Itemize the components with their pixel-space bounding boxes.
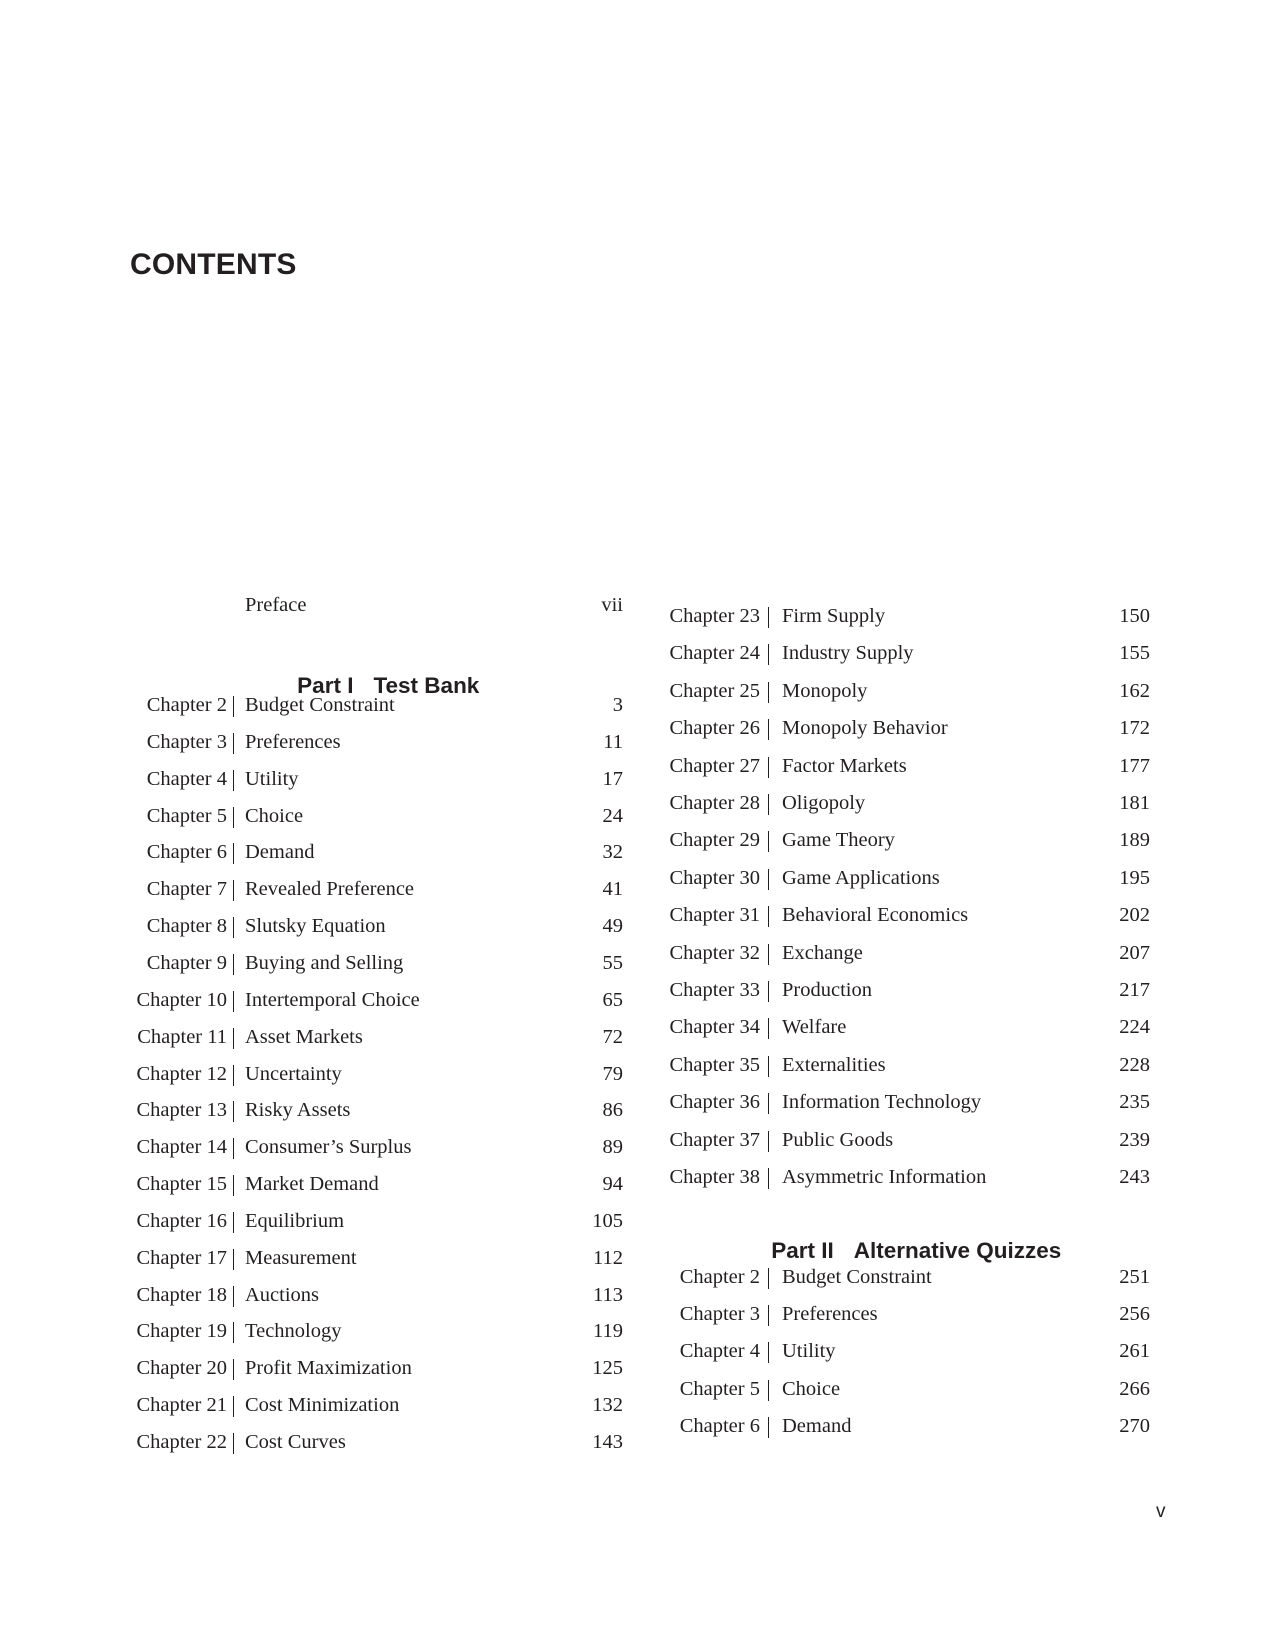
chapter-title: Profit Maximization bbox=[245, 1357, 412, 1380]
chapter-title: Oligopoly bbox=[782, 792, 866, 814]
chapter-number: Chapter 29 bbox=[669, 829, 760, 852]
entry-page-number: 177 bbox=[1119, 754, 1150, 777]
chapter-title: Factor Markets bbox=[782, 754, 907, 777]
chapter-title: Demand bbox=[782, 1414, 852, 1437]
toc-entry[interactable] bbox=[0, 1051, 1275, 1079]
separator-bar bbox=[768, 794, 769, 815]
toc-entry[interactable] bbox=[0, 1126, 1275, 1154]
separator-bar bbox=[768, 906, 769, 927]
chapter-title: Market Demand bbox=[245, 1173, 379, 1196]
chapter-title: Budget Constraint bbox=[245, 694, 395, 716]
entry-page-number: 266 bbox=[1119, 1377, 1150, 1400]
toc-entry[interactable] bbox=[0, 939, 1275, 967]
entry-page-number: 228 bbox=[1119, 1053, 1150, 1076]
separator-bar bbox=[768, 607, 769, 628]
chapter-title: Game Applications bbox=[782, 866, 940, 889]
chapter-title: Industry Supply bbox=[782, 642, 914, 665]
chapter-title: Information Technology bbox=[782, 1091, 982, 1114]
chapter-number: Chapter 10 bbox=[136, 988, 227, 1011]
chapter-number: Chapter 19 bbox=[136, 1320, 227, 1343]
chapter-number: Chapter 35 bbox=[669, 1053, 760, 1076]
entry-page-number: 89 bbox=[602, 1136, 623, 1159]
separator-bar bbox=[768, 1168, 769, 1189]
chapter-title: Choice bbox=[245, 804, 304, 827]
entry-page-number: 119 bbox=[593, 1320, 623, 1343]
separator-bar bbox=[768, 1268, 769, 1289]
entry-page-number: 113 bbox=[593, 1283, 623, 1306]
entry-page-number: 125 bbox=[592, 1357, 623, 1380]
toc-entry[interactable] bbox=[0, 864, 1275, 892]
entry-page-number: 17 bbox=[602, 767, 623, 790]
chapter-number: Chapter 9 bbox=[146, 951, 227, 974]
entry-page-number: 243 bbox=[1119, 1166, 1150, 1188]
separator-bar bbox=[768, 981, 769, 1002]
chapter-number: Chapter 2 bbox=[146, 694, 227, 716]
separator-bar bbox=[768, 831, 769, 852]
chapter-number: Chapter 20 bbox=[136, 1357, 227, 1380]
chapter-title: Public Goods bbox=[782, 1128, 894, 1151]
part-label: Part I bbox=[297, 673, 354, 698]
chapter-title: Revealed Preference bbox=[245, 878, 415, 901]
chapter-number: Chapter 30 bbox=[669, 866, 760, 889]
page-number: v bbox=[1156, 1501, 1166, 1522]
entry-page-number: 207 bbox=[1119, 941, 1150, 964]
chapter-title: Welfare bbox=[782, 1016, 847, 1039]
chapter-title: Cost Curves bbox=[245, 1431, 346, 1453]
entry-page-number: 224 bbox=[1119, 1016, 1150, 1039]
contents-heading: CONTENTS bbox=[130, 248, 297, 281]
chapter-number: Chapter 24 bbox=[669, 642, 760, 665]
entry-page-number: 270 bbox=[1119, 1414, 1150, 1437]
chapter-title: Budget Constraint bbox=[782, 1266, 932, 1288]
chapter-title: Cost Minimization bbox=[245, 1394, 400, 1417]
chapter-title: Utility bbox=[245, 767, 299, 790]
chapter-number: Chapter 3 bbox=[146, 730, 227, 753]
chapter-number: Chapter 13 bbox=[136, 1099, 227, 1122]
chapter-title: Measurement bbox=[245, 1246, 357, 1269]
entry-page-number: 105 bbox=[592, 1209, 623, 1232]
chapter-title: Firm Supply bbox=[782, 605, 886, 627]
toc-entry[interactable] bbox=[0, 1207, 1275, 1235]
toc-entry[interactable] bbox=[0, 1412, 1275, 1440]
entry-page-number: 162 bbox=[1119, 679, 1150, 702]
entry-page-number: 11 bbox=[603, 730, 623, 753]
separator-bar bbox=[768, 1417, 769, 1438]
chapter-number: Chapter 12 bbox=[136, 1062, 227, 1085]
chapter-title: Uncertainty bbox=[245, 1062, 342, 1085]
separator-bar bbox=[768, 1342, 769, 1363]
toc-entry[interactable] bbox=[0, 1013, 1275, 1041]
toc-entry[interactable] bbox=[0, 752, 1275, 780]
entry-page-number: 155 bbox=[1119, 642, 1150, 665]
entry-page-number: 3 bbox=[612, 694, 623, 716]
chapter-number: Chapter 26 bbox=[669, 717, 760, 740]
chapter-number: Chapter 28 bbox=[669, 792, 760, 814]
chapter-number: Chapter 8 bbox=[146, 915, 227, 938]
toc-entry[interactable] bbox=[0, 1263, 1275, 1291]
chapter-title: Externalities bbox=[782, 1053, 886, 1076]
separator-bar bbox=[768, 1380, 769, 1401]
entry-page-number: 94 bbox=[602, 1173, 623, 1196]
chapter-number: Chapter 3 bbox=[679, 1303, 760, 1326]
chapter-number: Chapter 6 bbox=[679, 1414, 760, 1437]
chapter-number: Chapter 22 bbox=[136, 1431, 227, 1453]
chapter-title: Behavioral Economics bbox=[782, 904, 969, 927]
entry-page-number: 79 bbox=[602, 1062, 623, 1085]
chapter-title: Game Theory bbox=[782, 829, 895, 852]
chapter-number: Chapter 6 bbox=[146, 841, 227, 864]
chapter-number: Chapter 16 bbox=[136, 1209, 227, 1232]
chapter-number: Chapter 21 bbox=[136, 1394, 227, 1417]
chapter-number: Chapter 33 bbox=[669, 979, 760, 1001]
separator-bar bbox=[233, 1212, 234, 1233]
separator-bar bbox=[768, 1305, 769, 1326]
chapter-number: Chapter 5 bbox=[679, 1377, 760, 1400]
entry-page-number: 41 bbox=[602, 878, 623, 901]
chapter-title: Slutsky Equation bbox=[245, 915, 386, 938]
toc-entry[interactable] bbox=[0, 1300, 1275, 1328]
chapter-number: Chapter 36 bbox=[669, 1091, 760, 1114]
chapter-number: Chapter 11 bbox=[137, 1025, 227, 1048]
chapter-number: Chapter 25 bbox=[669, 679, 760, 702]
entry-page-number: 256 bbox=[1119, 1303, 1150, 1326]
chapter-title: Technology bbox=[245, 1320, 342, 1343]
chapter-number: Chapter 7 bbox=[146, 878, 227, 901]
separator-bar bbox=[768, 1056, 769, 1077]
chapter-title: Exchange bbox=[782, 941, 863, 964]
entry-page-number: 65 bbox=[602, 988, 623, 1011]
chapter-title: Utility bbox=[782, 1340, 836, 1363]
entry-page-number: 202 bbox=[1119, 904, 1150, 927]
entry-page-number: 235 bbox=[1119, 1091, 1150, 1114]
entry-page-number: vii bbox=[601, 594, 623, 616]
entry-page-number: 72 bbox=[602, 1025, 623, 1048]
chapter-number: Chapter 38 bbox=[669, 1166, 760, 1188]
entry-page-number: 49 bbox=[602, 915, 623, 938]
entry-page-number: 251 bbox=[1119, 1266, 1150, 1288]
chapter-number: Chapter 14 bbox=[136, 1136, 227, 1159]
toc-entry[interactable] bbox=[0, 1163, 1275, 1191]
separator-bar bbox=[768, 719, 769, 740]
chapter-title: Monopoly Behavior bbox=[782, 717, 948, 740]
chapter-number: Chapter 34 bbox=[669, 1016, 760, 1039]
toc-entry[interactable] bbox=[0, 976, 1275, 1004]
chapter-number: Chapter 18 bbox=[136, 1283, 227, 1306]
chapter-number: Chapter 31 bbox=[669, 904, 760, 927]
entry-page-number: 86 bbox=[602, 1099, 623, 1122]
entry-page-number: 24 bbox=[602, 804, 623, 827]
entry-page-number: 239 bbox=[1119, 1128, 1150, 1151]
chapter-title: Consumer’s Surplus bbox=[245, 1136, 412, 1159]
entry-page-number: 132 bbox=[592, 1394, 623, 1417]
toc-entry[interactable] bbox=[0, 677, 1275, 705]
toc-entry[interactable] bbox=[0, 1088, 1275, 1116]
entry-page-number: 217 bbox=[1119, 979, 1150, 1001]
toc-entry[interactable] bbox=[0, 901, 1275, 929]
entry-title: Preface bbox=[245, 594, 307, 616]
chapter-title: Preferences bbox=[782, 1303, 878, 1326]
chapter-number: Chapter 4 bbox=[146, 767, 227, 790]
separator-bar bbox=[768, 1093, 769, 1114]
chapter-title: Auctions bbox=[245, 1283, 320, 1306]
toc-entry[interactable] bbox=[0, 1375, 1275, 1403]
entry-page-number: 143 bbox=[592, 1431, 623, 1453]
entry-page-number: 195 bbox=[1119, 866, 1150, 889]
toc-entry[interactable] bbox=[0, 639, 1275, 667]
toc-entry[interactable] bbox=[0, 1337, 1275, 1365]
entry-page-number: 32 bbox=[602, 841, 623, 864]
part-title: Test Bank bbox=[373, 673, 480, 698]
chapter-number: Chapter 23 bbox=[669, 605, 760, 627]
separator-bar bbox=[768, 682, 769, 703]
chapter-title: Asymmetric Information bbox=[782, 1166, 987, 1188]
entry-page-number: 55 bbox=[602, 951, 623, 974]
chapter-number: Chapter 37 bbox=[669, 1128, 760, 1151]
chapter-title: Production bbox=[782, 979, 872, 1001]
chapter-title: Demand bbox=[245, 841, 315, 864]
entry-page-number: 112 bbox=[593, 1246, 623, 1269]
part-title: Alternative Quizzes bbox=[853, 1238, 1062, 1263]
chapter-title: Risky Assets bbox=[245, 1099, 351, 1122]
part-label: Part II bbox=[771, 1238, 834, 1263]
chapter-number: Chapter 4 bbox=[679, 1340, 760, 1363]
toc-entry[interactable] bbox=[0, 714, 1275, 742]
chapter-number: Chapter 15 bbox=[136, 1173, 227, 1196]
chapter-title: Asset Markets bbox=[245, 1025, 363, 1048]
toc-entry[interactable] bbox=[0, 789, 1275, 817]
separator-bar bbox=[768, 644, 769, 665]
entry-page-number: 261 bbox=[1119, 1340, 1150, 1363]
chapter-title: Choice bbox=[782, 1377, 841, 1400]
separator-bar bbox=[768, 757, 769, 778]
chapter-number: Chapter 2 bbox=[679, 1266, 760, 1288]
separator-bar bbox=[768, 1131, 769, 1152]
chapter-title: Equilibrium bbox=[245, 1209, 345, 1232]
toc-entry[interactable] bbox=[0, 826, 1275, 854]
chapter-number: Chapter 17 bbox=[136, 1246, 227, 1269]
entry-page-number: 172 bbox=[1119, 717, 1150, 740]
entry-page-number: 181 bbox=[1119, 792, 1150, 814]
entry-page-number: 150 bbox=[1119, 605, 1150, 627]
chapter-number: Chapter 5 bbox=[146, 804, 227, 827]
chapter-number: Chapter 27 bbox=[669, 754, 760, 777]
toc-entry[interactable] bbox=[0, 602, 1275, 630]
entry-page-number: 189 bbox=[1119, 829, 1150, 852]
chapter-number: Chapter 32 bbox=[669, 941, 760, 964]
chapter-title: Intertemporal Choice bbox=[245, 988, 420, 1011]
chapter-title: Preferences bbox=[245, 730, 341, 753]
separator-bar bbox=[768, 1018, 769, 1039]
separator-bar bbox=[768, 944, 769, 965]
chapter-title: Buying and Selling bbox=[245, 951, 404, 974]
chapter-title: Monopoly bbox=[782, 679, 868, 702]
separator-bar bbox=[768, 869, 769, 890]
